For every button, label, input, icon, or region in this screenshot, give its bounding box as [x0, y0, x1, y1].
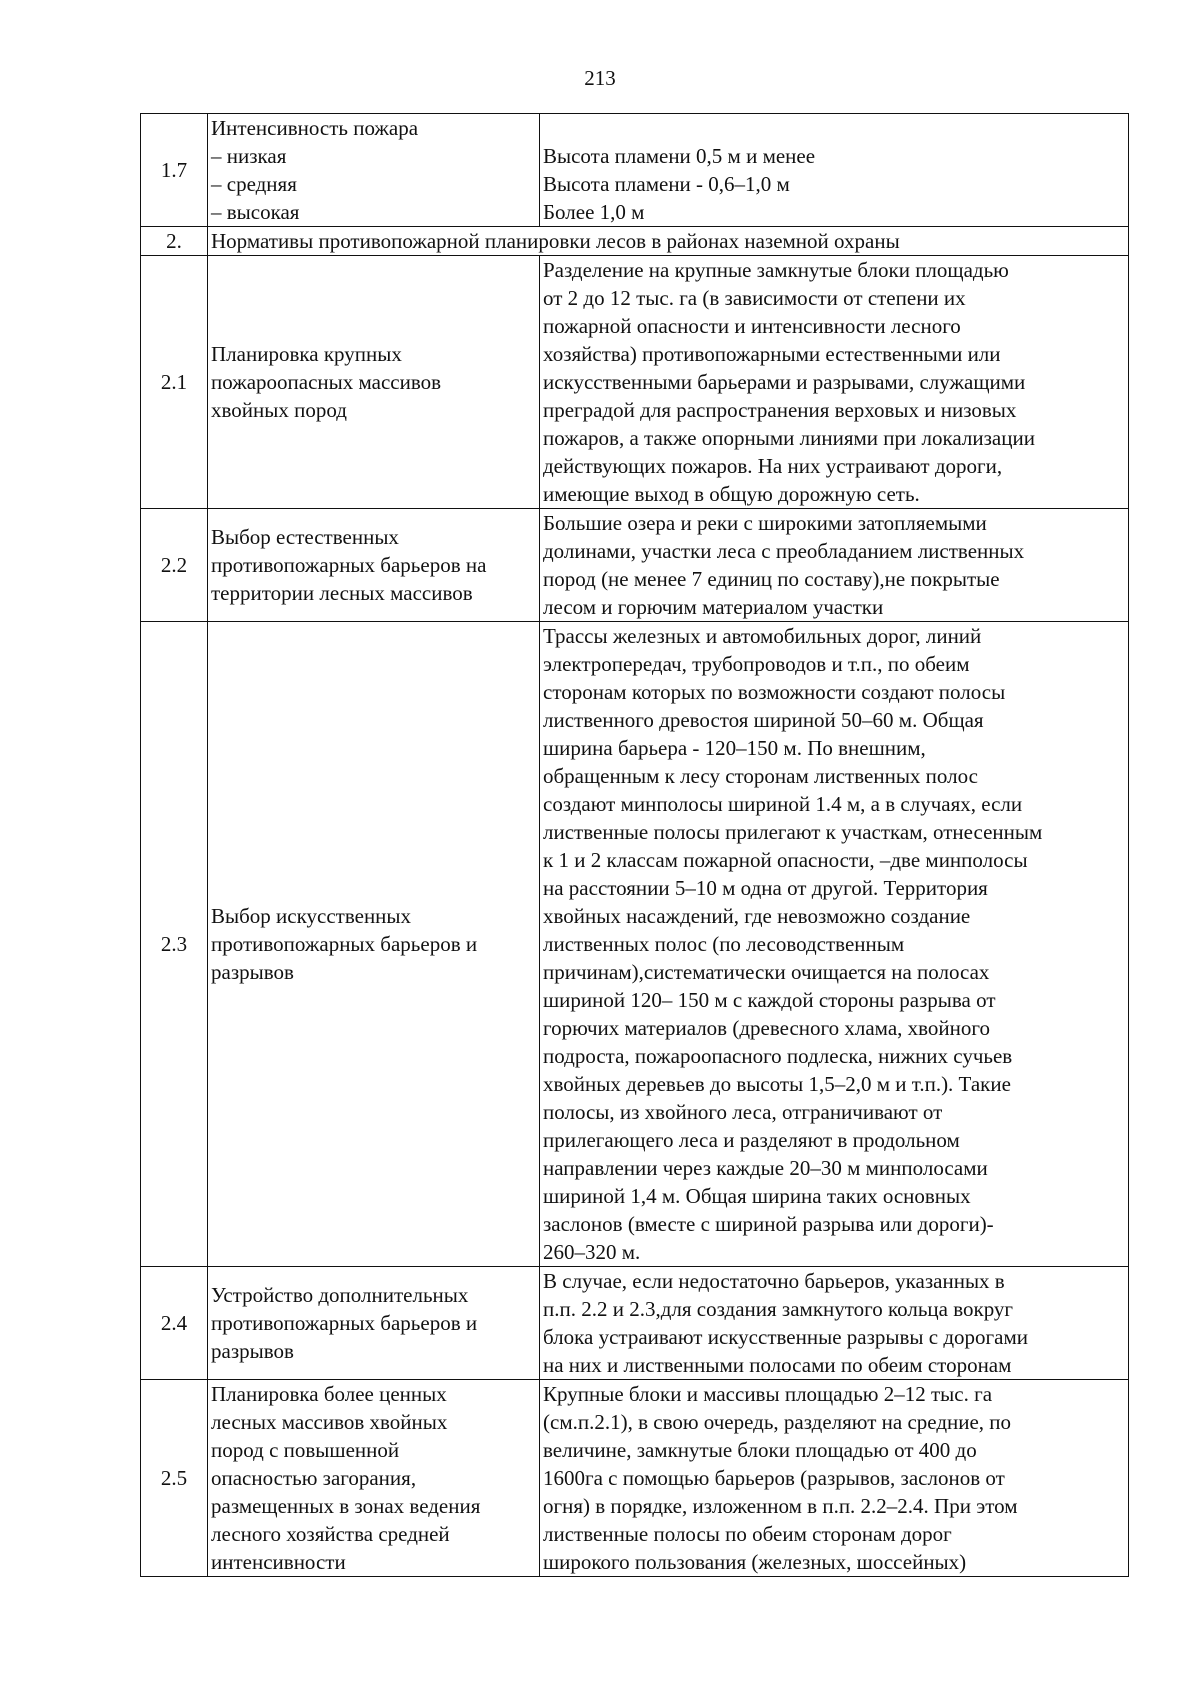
parameter-line: интенсивности [211, 1550, 346, 1574]
value-line: создают минполосы шириной 1.4 м, а в случаях, если [543, 792, 1023, 816]
value-line: прилегающего леса и разделяют в продольном [543, 1128, 960, 1152]
section-row [141, 227, 1129, 256]
value-line: Большие озера и реки с широкими затопляемыми [543, 511, 987, 535]
norms-table [140, 113, 1129, 1577]
value-line: действующих пожаров. На них устраивают дороги, [543, 454, 1003, 478]
table-row [141, 256, 1129, 509]
value-cell [540, 622, 1129, 1267]
parameter-line: опасностью загорания, [211, 1466, 417, 1490]
parameter-line: Выбор искусственных [211, 904, 412, 928]
value-line: Трассы железных и автомобильных дорог, линий [543, 624, 982, 648]
value-line: причинам),систематически очищается на полосах [543, 960, 990, 984]
parameter-line: территории лесных массивов [211, 581, 473, 605]
value-line: п.п. 2.2 и 2.3,для создания замкнутого кольца вокруг [543, 1297, 1014, 1321]
value-line: Разделение на крупные замкнутые блоки площадью [543, 258, 1009, 282]
parameter-cell [208, 256, 540, 509]
value-line [543, 114, 1125, 142]
value-line: к 1 и 2 классам пожарной опасности, –две минполосы [543, 848, 1028, 872]
row-number: 2.4 [141, 1267, 208, 1380]
value-line: от 2 до 12 тыс. га (в зависимости от степени их [543, 286, 966, 310]
parameter-cell [208, 509, 540, 622]
value-line: электропередач, трубопроводов и т.п., по обеим [543, 652, 970, 676]
value-line: широкого пользования (железных, шоссейных) [543, 1550, 967, 1574]
parameter-line: Выбор естественных [211, 525, 399, 549]
parameter-line: пород с повышенной [211, 1438, 400, 1462]
value-line: Высота пламени - 0,6–1,0 м [543, 172, 790, 196]
parameter-cell [208, 1267, 540, 1380]
value-line: преградой для распространения верховых и низовых [543, 398, 1017, 422]
parameter-line: противопожарных барьеров на [211, 553, 487, 577]
value-line: шириной 1,4 м. Общая ширина таких основных [543, 1184, 971, 1208]
value-line: лиственные полосы по обеим сторонам дорог [543, 1522, 952, 1546]
value-cell [540, 1267, 1129, 1380]
parameter-cell [208, 622, 540, 1267]
parameter-line: противопожарных барьеров и [211, 932, 478, 956]
parameter-line: – средняя [211, 172, 297, 196]
value-line: 1600га с помощью барьеров (разрывов, заслонов от [543, 1466, 1005, 1490]
row-number: 2.3 [141, 622, 208, 1267]
section-title [208, 227, 1129, 256]
value-cell [540, 509, 1129, 622]
parameter-line: – низкая [211, 144, 287, 168]
value-line: на расстоянии 5–10 м одна от другой. Территория [543, 876, 988, 900]
value-line: долинами, участки леса с преобладанием лиственных [543, 539, 1025, 563]
table-row [141, 1267, 1129, 1380]
value-line: лиственного древостоя шириной 50–60 м. Общая [543, 708, 984, 732]
value-line: ширина барьера - 120–150 м. По внешним, [543, 736, 926, 760]
value-line: лесом и горючим материалом участки [543, 595, 884, 619]
value-line: В случае, если недостаточно барьеров, указанных в [543, 1269, 1005, 1293]
parameter-line: лесного хозяйства средней [211, 1522, 450, 1546]
value-line: имеющие выход в общую дорожную сеть. [543, 482, 920, 506]
value-cell [540, 114, 1129, 227]
row-number: 2. [141, 227, 208, 256]
parameter-line: разрывов [211, 960, 294, 984]
value-line: пожаров, а также опорными линиями при локализации [543, 426, 1035, 450]
value-line: хозяйства) противопожарными естественными или [543, 342, 1001, 366]
value-line: огня) в порядке, изложенном в п.п. 2.2–2.4. При этом [543, 1494, 1018, 1518]
value-line: величине, замкнутые блоки площадью от 400 до [543, 1438, 977, 1462]
parameter-line: разрывов [211, 1339, 294, 1363]
value-line: пород (не менее 7 единиц по составу),не покрытые [543, 567, 1000, 591]
parameter-line: противопожарных барьеров и [211, 1311, 478, 1335]
value-line: Более 1,0 м [543, 200, 645, 224]
value-line: горючих материалов (древесного хлама, хвойного [543, 1016, 990, 1040]
value-line: заслонов (вместе с шириной разрыва или дороги)- [543, 1212, 994, 1236]
value-line: сторонам которых по возможности создают полосы [543, 680, 1006, 704]
table-row [141, 622, 1129, 1267]
value-line: обращенным к лесу сторонам лиственных полос [543, 764, 978, 788]
page-number: 213 [584, 66, 616, 90]
row-number: 1.7 [141, 114, 208, 227]
value-line: блока устраивают искусственные разрывы с дорогами [543, 1325, 1028, 1349]
table-row [141, 114, 1129, 227]
parameter-line: хвойных пород [211, 398, 347, 422]
value-line: полосы, из хвойного леса, отграничивают от [543, 1100, 943, 1124]
value-line: хвойных деревьев до высоты 1,5–2,0 м и т.п.). Такие [543, 1072, 1011, 1096]
value-line: лиственных полос (по лесоводственным [543, 932, 905, 956]
value-cell [540, 1380, 1129, 1577]
value-line: лиственные полосы прилегают к участкам, отнесенным [543, 820, 1043, 844]
parameter-line: Устройство дополнительных [211, 1283, 469, 1307]
table-row [141, 509, 1129, 622]
row-number: 2.2 [141, 509, 208, 622]
parameter-line: Планировка более ценных [211, 1382, 447, 1406]
parameter-cell [208, 114, 540, 227]
value-line: искусственными барьерами и разрывами, служащими [543, 370, 1026, 394]
value-line: на них и лиственными полосами по обеим сторонам [543, 1353, 1012, 1377]
value-line: (см.п.2.1), в свою очередь, разделяют на средние, по [543, 1410, 1012, 1434]
table-row [141, 1380, 1129, 1577]
row-number: 2.1 [141, 256, 208, 509]
value-line: Крупные блоки и массивы площадью 2–12 тыс. га [543, 1382, 993, 1406]
value-line: подроста, пожароопасного подлеска, нижних сучьев [543, 1044, 1013, 1068]
value-line: шириной 120– 150 м с каждой стороны разрыва от [543, 988, 996, 1012]
row-number: 2.5 [141, 1380, 208, 1577]
value-line: Высота пламени 0,5 м и менее [543, 144, 816, 168]
parameter-line: пожароопасных массивов [211, 370, 442, 394]
parameter-line: – высокая [211, 200, 300, 224]
parameter-line: лесных массивов хвойных [211, 1410, 448, 1434]
parameter-line: размещенных в зонах ведения [211, 1494, 481, 1518]
value-line: 260–320 м. [543, 1240, 641, 1264]
value-line: пожарной опасности и интенсивности лесного [543, 314, 961, 338]
value-cell [540, 256, 1129, 509]
parameter-cell [208, 1380, 540, 1577]
value-line: направлении через каждые 20–30 м минполосами [543, 1156, 988, 1180]
parameter-line: Интенсивность пожара [211, 116, 419, 140]
parameter-line: Планировка крупных [211, 342, 402, 366]
value-line: хвойных насаждений, где невозможно создание [543, 904, 971, 928]
section-title-text: Нормативы противопожарной планировки лесов в районах наземной охраны [211, 229, 900, 253]
